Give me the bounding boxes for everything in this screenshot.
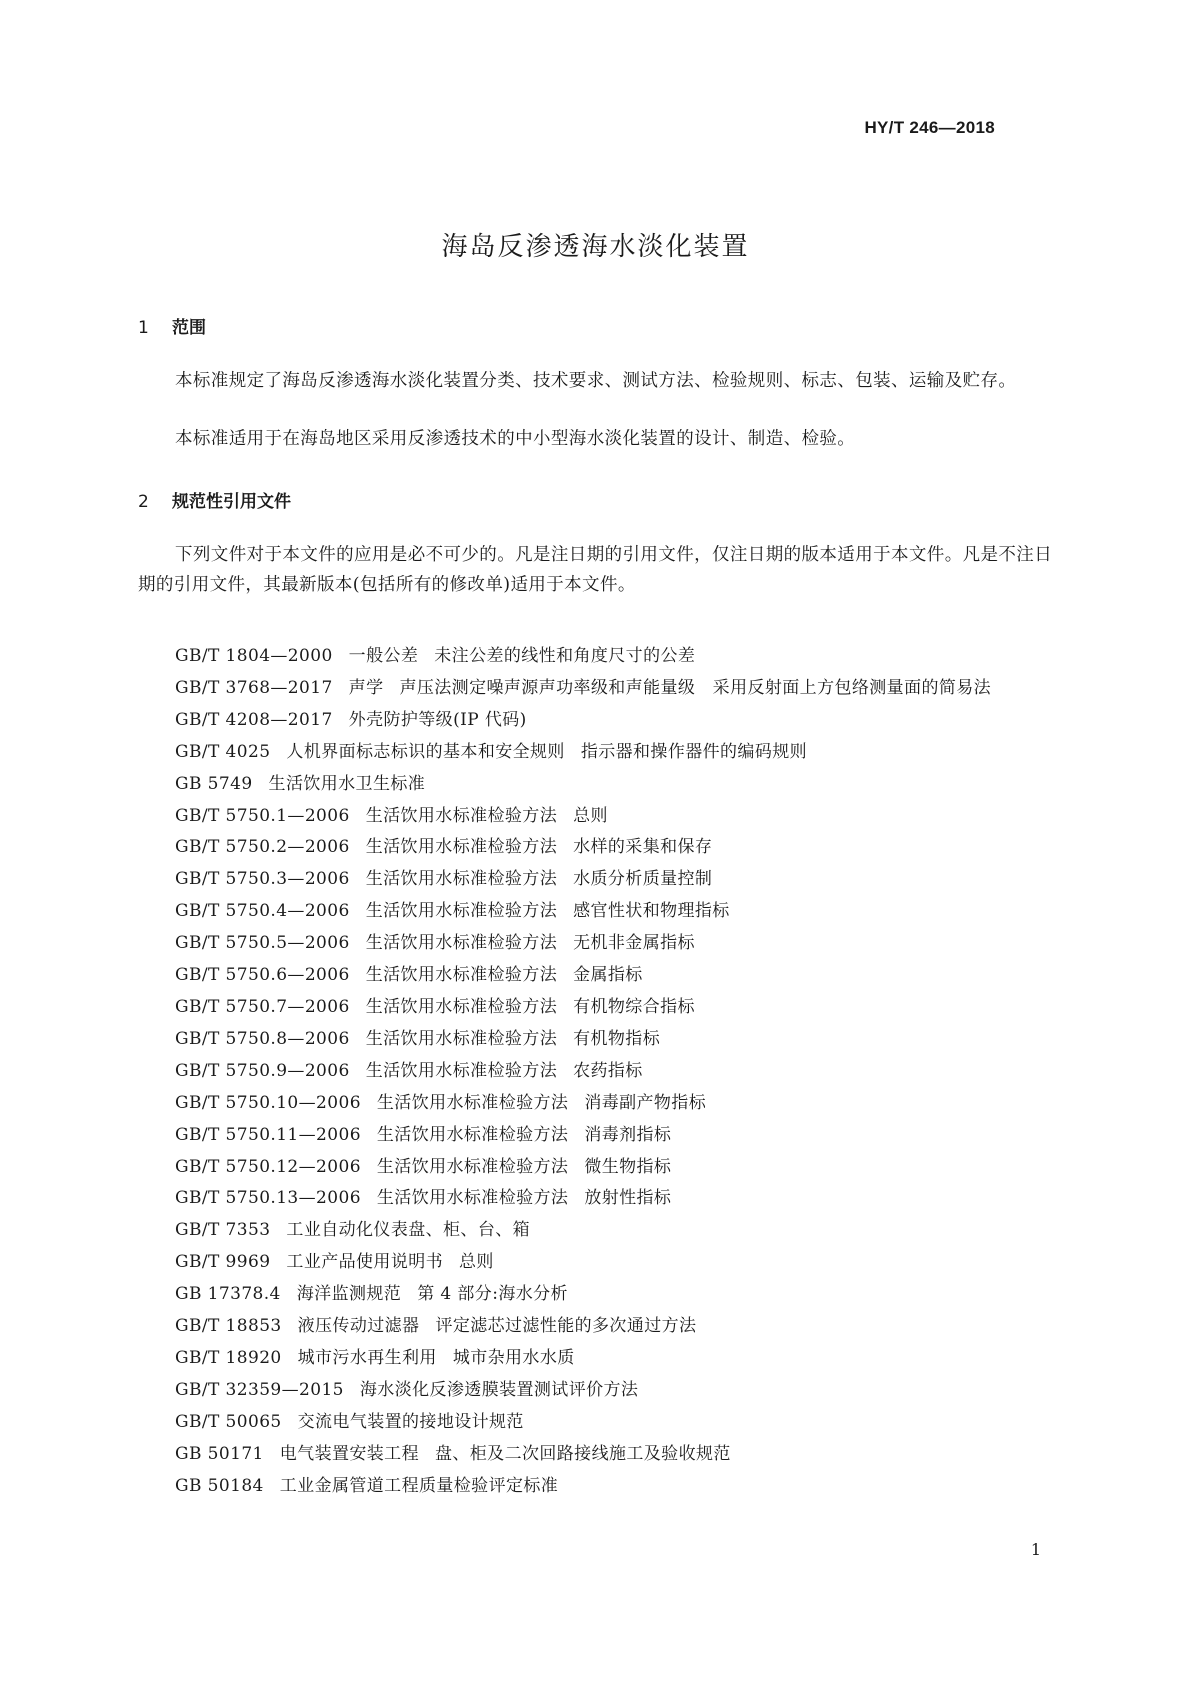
reference-item bbox=[138, 864, 1058, 896]
reference-subtitle: 第 4 部分:海水分析 bbox=[417, 1284, 568, 1305]
reference-item bbox=[138, 1152, 1058, 1184]
reference-title: 人机界面标志标识的基本和安全规则 bbox=[286, 741, 565, 762]
reference-code: GB 50171 bbox=[175, 1443, 264, 1464]
reference-subtitle: 放射性指标 bbox=[584, 1188, 672, 1209]
reference-code: GB/T 5750.13—2006 bbox=[175, 1188, 361, 1209]
reference-item bbox=[138, 1407, 1058, 1439]
reference-title: 生活饮用水标准检验方法 bbox=[365, 869, 558, 890]
reference-code: GB/T 5750.3—2006 bbox=[175, 869, 350, 890]
reference-code: GB 17378.4 bbox=[175, 1284, 281, 1305]
reference-code: GB/T 5750.7—2006 bbox=[175, 996, 350, 1017]
reference-title: 生活饮用水标准检验方法 bbox=[376, 1092, 569, 1113]
reference-title: 生活饮用水卫生标准 bbox=[268, 773, 426, 794]
reference-item bbox=[138, 832, 1058, 864]
reference-item bbox=[138, 769, 1058, 801]
reference-item bbox=[138, 1183, 1058, 1215]
reference-code: GB/T 18920 bbox=[175, 1347, 282, 1368]
reference-title: 生活饮用水标准检验方法 bbox=[365, 1060, 558, 1081]
reference-subtitle: 农药指标 bbox=[573, 1060, 643, 1081]
reference-title: 生活饮用水标准检验方法 bbox=[365, 901, 558, 922]
reference-item bbox=[138, 641, 1058, 673]
reference-code: GB/T 32359—2015 bbox=[175, 1379, 344, 1400]
reference-subtitle: 评定滤芯过滤性能的多次通过方法 bbox=[435, 1316, 697, 1337]
reference-code: GB/T 7353 bbox=[175, 1220, 271, 1241]
reference-title: 城市污水再生利用 bbox=[297, 1347, 437, 1368]
reference-subtitle: 指示器和操作器件的编码规则 bbox=[580, 741, 808, 762]
section-number: 1 bbox=[138, 318, 149, 338]
reference-title: 外壳防护等级(IP 代码) bbox=[348, 709, 527, 730]
reference-code: GB/T 5750.9—2006 bbox=[175, 1060, 350, 1081]
reference-item bbox=[138, 1311, 1058, 1343]
reference-code: GB/T 18853 bbox=[175, 1316, 282, 1337]
reference-subtitle: 有机物指标 bbox=[573, 1028, 661, 1049]
reference-title: 生活饮用水标准检验方法 bbox=[365, 1028, 558, 1049]
reference-code: GB/T 50065 bbox=[175, 1411, 282, 1432]
reference-title: 海水淡化反渗透膜装置测试评价方法 bbox=[359, 1379, 639, 1400]
reference-title: 海洋监测规范 bbox=[296, 1284, 402, 1305]
reference-title: 生活饮用水标准检验方法 bbox=[376, 1188, 569, 1209]
reference-subtitle: 消毒剂指标 bbox=[584, 1124, 672, 1145]
reference-code: GB/T 5750.5—2006 bbox=[175, 933, 350, 954]
reference-code: GB/T 4208—2017 bbox=[175, 709, 333, 730]
reference-title: 工业自动化仪表盘、柜、台、箱 bbox=[286, 1220, 531, 1241]
reference-item bbox=[138, 928, 1058, 960]
reference-subtitle: 金属指标 bbox=[573, 965, 643, 986]
section-heading-normative-references bbox=[138, 487, 291, 512]
reference-subtitle: 未注公差的线性和角度尺寸的公差 bbox=[434, 646, 696, 666]
reference-code: GB/T 9969 bbox=[175, 1252, 271, 1273]
reference-title: 一般公差 bbox=[348, 646, 419, 666]
reference-subtitle: 有机物综合指标 bbox=[573, 996, 695, 1017]
reference-title: 声学 bbox=[348, 677, 384, 698]
reference-list bbox=[138, 641, 1058, 1502]
reference-title: 电气装置安装工程 bbox=[279, 1443, 419, 1464]
reference-title: 工业产品使用说明书 bbox=[286, 1252, 444, 1273]
reference-subtitle: 总则 bbox=[459, 1252, 494, 1273]
reference-item bbox=[138, 992, 1058, 1024]
reference-subtitle: 声压法测定噪声源声功率级和声能量级 采用反射面上方包络测量面的简易法 bbox=[399, 677, 992, 698]
reference-item bbox=[138, 1056, 1058, 1088]
reference-subtitle: 微生物指标 bbox=[584, 1156, 672, 1177]
page-number: 1 bbox=[1030, 1540, 1041, 1559]
reference-item bbox=[138, 960, 1058, 992]
reference-subtitle: 水质分析质量控制 bbox=[573, 869, 713, 890]
reference-item bbox=[138, 1439, 1058, 1471]
reference-item bbox=[138, 1471, 1058, 1503]
reference-code: GB/T 5750.10—2006 bbox=[175, 1092, 361, 1113]
reference-subtitle: 总则 bbox=[573, 805, 608, 826]
reference-subtitle: 盘、柜及二次回路接线施工及验收规范 bbox=[434, 1443, 731, 1464]
reference-code: GB 5749 bbox=[175, 773, 253, 794]
section-heading-scope bbox=[138, 313, 206, 338]
reference-item bbox=[138, 1279, 1058, 1311]
reference-subtitle: 无机非金属指标 bbox=[573, 933, 695, 954]
reference-item bbox=[138, 1088, 1058, 1120]
reference-title: 工业金属管道工程质量检验评定标准 bbox=[279, 1475, 559, 1496]
standard-code: HY/T 246—2018 bbox=[864, 118, 995, 137]
reference-item bbox=[138, 1247, 1058, 1279]
section-title: 规范性引用文件 bbox=[172, 492, 291, 512]
reference-code: GB/T 5750.12—2006 bbox=[175, 1156, 361, 1177]
reference-code: GB/T 4025 bbox=[175, 741, 271, 762]
scope-paragraph-2: 本标准适用于在海岛地区采用反渗透技术的中小型海水淡化装置的设计、制造、检验。 bbox=[175, 429, 856, 449]
reference-title: 生活饮用水标准检验方法 bbox=[365, 837, 558, 858]
reference-item bbox=[138, 1215, 1058, 1247]
reference-code: GB/T 5750.11—2006 bbox=[175, 1124, 361, 1145]
reference-item bbox=[138, 801, 1058, 833]
reference-code: GB/T 5750.8—2006 bbox=[175, 1028, 350, 1049]
scope-paragraph-1: 本标准规定了海岛反渗透海水淡化装置分类、技术要求、测试方法、检验规则、标志、包装、运输及贮存。 bbox=[175, 371, 1017, 391]
reference-code: GB/T 5750.1—2006 bbox=[175, 805, 350, 826]
references-intro-paragraph: 下列文件对于本文件的应用是必不可少的。凡是注日期的引用文件，仅注日期的版本适用于本文件。凡是不注日期的引用文件，其最新版本(包括所有的修改单)适用于本文件。 bbox=[138, 545, 1053, 595]
reference-code: GB/T 1804—2000 bbox=[175, 646, 333, 666]
reference-title: 交流电气装置的接地设计规范 bbox=[297, 1411, 524, 1432]
reference-item bbox=[138, 1120, 1058, 1152]
reference-item bbox=[138, 1343, 1058, 1375]
reference-code: GB/T 3768—2017 bbox=[175, 677, 333, 698]
reference-item bbox=[138, 737, 1058, 769]
reference-subtitle: 水样的采集和保存 bbox=[573, 837, 713, 858]
document-title: 海岛反渗透海水淡化装置 bbox=[441, 232, 750, 262]
reference-title: 生活饮用水标准检验方法 bbox=[365, 805, 558, 826]
section-title: 范围 bbox=[172, 318, 206, 338]
reference-subtitle: 城市杂用水水质 bbox=[452, 1347, 575, 1368]
reference-code: GB/T 5750.6—2006 bbox=[175, 965, 350, 986]
reference-item bbox=[138, 1375, 1058, 1407]
reference-item bbox=[138, 673, 1058, 705]
reference-title: 生活饮用水标准检验方法 bbox=[365, 996, 558, 1017]
reference-item bbox=[138, 705, 1058, 737]
reference-code: GB 50184 bbox=[175, 1475, 264, 1496]
reference-code: GB/T 5750.2—2006 bbox=[175, 837, 350, 858]
reference-item bbox=[138, 1024, 1058, 1056]
reference-title: 生活饮用水标准检验方法 bbox=[376, 1156, 569, 1177]
reference-item bbox=[138, 896, 1058, 928]
reference-subtitle: 消毒副产物指标 bbox=[584, 1092, 707, 1113]
reference-title: 生活饮用水标准检验方法 bbox=[365, 933, 558, 954]
reference-code: GB/T 5750.4—2006 bbox=[175, 901, 350, 922]
section-number: 2 bbox=[138, 492, 149, 512]
reference-title: 生活饮用水标准检验方法 bbox=[365, 965, 558, 986]
reference-subtitle: 感官性状和物理指标 bbox=[573, 901, 730, 922]
reference-title: 生活饮用水标准检验方法 bbox=[376, 1124, 569, 1145]
reference-title: 液压传动过滤器 bbox=[297, 1316, 420, 1337]
